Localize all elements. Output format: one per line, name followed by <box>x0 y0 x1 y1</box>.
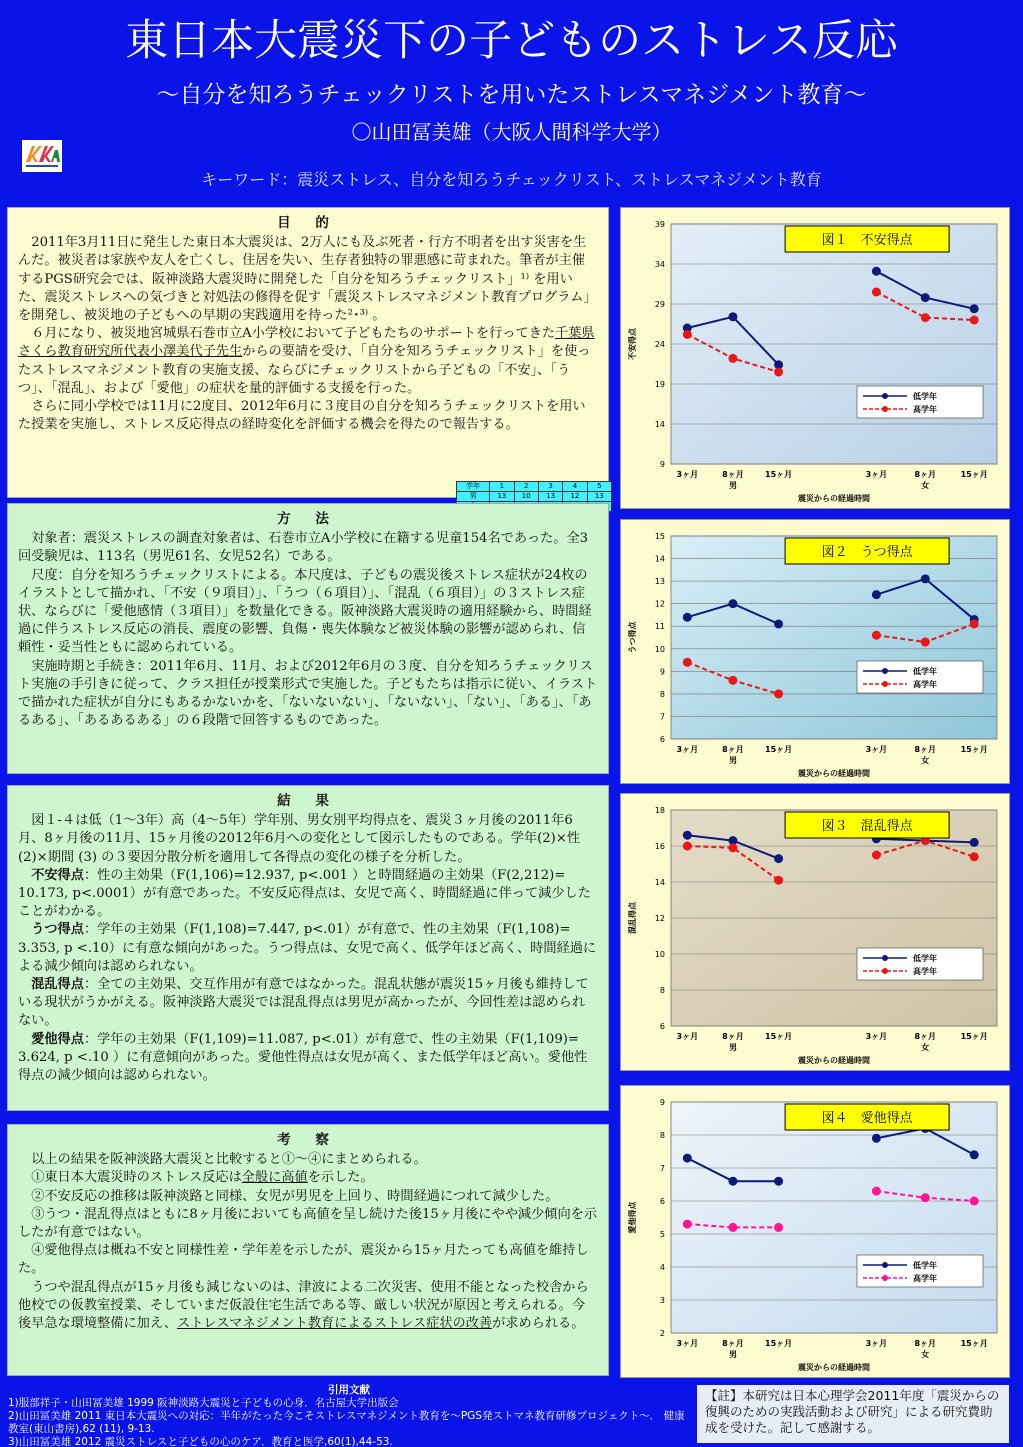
results-depression: うつ得点：学年の主効果（F(1,108)=7.447, p<.01）が有意で、性の主効果（F(1,108)= 3.353, p <.10）に有意な傾向があった。うつ得点は、女児で高く、低学年ほど高く、時間経過による減少傾向は認められない。 <box>18 922 597 974</box>
y-tick-label: 12 <box>654 599 665 609</box>
legend-marker <box>882 393 888 399</box>
purpose-section <box>7 207 609 498</box>
plot-area <box>671 1102 997 1333</box>
method-paragraph-1: 対象者：震災ストレスの調査対象者は、石巻市立A小学校に在籍する児童154名であった。全3回受験児は、113名（男児61名、女児52名）である。 <box>18 531 589 565</box>
x-tick-label: 15ヶ月 <box>960 1032 988 1041</box>
y-tick-label: 8 <box>659 986 665 995</box>
data-point <box>872 851 881 860</box>
legend-label: 高学年 <box>913 1274 937 1283</box>
x-tick-label: 8ヶ月 <box>722 470 744 479</box>
data-point <box>728 676 737 685</box>
data-point <box>921 313 930 322</box>
table-header-row: 学年 1 2 3 4 5 <box>457 482 612 492</box>
legend-marker <box>882 968 888 974</box>
poster-title: 東日本大震災下の子どものストレス反応 <box>125 16 898 66</box>
x-tick-label: 8ヶ月 <box>914 1032 937 1041</box>
y-tick-label: 11 <box>654 622 665 632</box>
data-point <box>728 312 737 321</box>
y-tick-label: 8 <box>659 689 665 699</box>
legend-label: 低学年 <box>913 1261 937 1270</box>
plot-area <box>671 536 997 739</box>
data-point <box>921 293 930 302</box>
method-paragraph-3: 実施時期と手続き：2011年6月、11月、および2012年6月の３度、自分を知ろうチェックリスト実施の手引きに従って、クラス担任が授業形式で実施した。子どもたちは指示に従い、イラストで描かれた症状が自分にもあるかないかを、「ないないない」、「ないない」、「ない」、「ある」、「あるある」、「あるあるある」の６段階で回答するものであった。 <box>18 658 598 729</box>
y-axis-label: 愛他得点 <box>628 1201 637 1234</box>
group-label: 男 <box>728 1043 737 1052</box>
legend-marker <box>882 1262 888 1268</box>
legend-label: 低学年 <box>913 667 937 676</box>
reference-item: 1)服部祥子・山田冨美雄 1999 阪神淡路大震災と子どもの心身．名古屋大学出版会 <box>8 1397 399 1409</box>
discussion-heading: 考 察 <box>277 1132 339 1148</box>
data-point <box>921 638 930 647</box>
y-tick-label: 7 <box>659 712 665 722</box>
chart-confusion-svg <box>621 794 1009 1070</box>
y-tick-label: 9 <box>659 460 665 469</box>
y-tick-label: 7 <box>659 1164 665 1173</box>
y-tick-label: 10 <box>654 644 665 654</box>
data-point <box>970 852 979 861</box>
y-tick-label: 4 <box>659 1263 665 1272</box>
x-tick-label: 8ヶ月 <box>722 745 744 754</box>
y-tick-label: 13 <box>654 577 665 587</box>
reference-item: 3)山田冨美雄 2012 震災ストレスと子どもの心のケア．教育と医学,60(1),44-53. <box>8 1436 393 1447</box>
x-tick-label: 15ヶ月 <box>960 470 988 479</box>
chart-title: 図１ 不安得点 <box>821 233 913 248</box>
y-tick-label: 24 <box>654 340 665 349</box>
purpose-heading: 目 的 <box>277 215 339 231</box>
chart-title: 図４ 愛他得点 <box>821 1111 913 1126</box>
chart-title: 図２ うつ得点 <box>821 545 913 560</box>
discussion-point-2: ②不安反応の推移は阪神淡路と同様、女児が男児を上回り、時間経過につれて減少した。 <box>31 1188 559 1204</box>
data-point <box>774 689 783 698</box>
x-tick-label: 15ヶ月 <box>960 1339 988 1348</box>
data-point <box>970 838 979 847</box>
discussion-intro: 以上の結果を阪神淡路大震災と比較すると①～④にまとめられる。 <box>31 1152 427 1168</box>
group-label: 女 <box>921 1350 930 1359</box>
data-point <box>872 267 881 276</box>
y-tick-label: 18 <box>654 806 665 815</box>
data-point <box>683 1154 692 1163</box>
x-tick-label: 8ヶ月 <box>722 1339 744 1348</box>
references-section <box>0 1384 690 1447</box>
discussion-point-1: ①東日本大震災時のストレス反応は全般に高値を示した。 <box>31 1170 374 1186</box>
legend-label: 低学年 <box>913 392 937 401</box>
y-tick-label: 39 <box>654 220 665 229</box>
legend-label: 高学年 <box>913 680 937 689</box>
legend-marker <box>882 681 888 687</box>
y-axis-label: 混乱得点 <box>628 902 637 934</box>
y-tick-label: 9 <box>659 667 665 677</box>
data-point <box>970 304 979 313</box>
data-point <box>970 619 979 628</box>
data-point <box>970 1197 979 1206</box>
y-tick-label: 14 <box>654 878 665 887</box>
poster-header <box>0 0 1023 200</box>
data-point <box>728 354 737 363</box>
x-axis-label: 震災からの経過時間 <box>798 769 870 778</box>
legend-marker <box>882 406 888 412</box>
y-tick-label: 6 <box>659 735 665 744</box>
data-point <box>683 831 692 840</box>
data-point <box>774 1223 783 1232</box>
x-tick-label: 3ヶ月 <box>676 470 699 479</box>
results-paragraph-1: 図１-４は低（1～3年）高（4～5年）学年別、男女別平均得点を、震災３ヶ月後の2011年6月、8ヶ月後の11月、15ヶ月後の2012年6月への変化として図示したものである。学年(2)×性(2)×期間 (3) の３要因分散分析を適用して各得点の変化の様子を分析した。 <box>18 813 581 865</box>
data-point <box>683 613 692 622</box>
legend-label: 高学年 <box>913 967 937 976</box>
data-point <box>683 1220 692 1229</box>
x-tick-label: 3ヶ月 <box>865 1339 888 1348</box>
y-tick-label: 6 <box>659 1197 665 1206</box>
funding-note: 【註】本研究は日本心理学会2011年度「震災からの復興のための実践活動および研究」による研究費助成を受けた。記して感謝する。 <box>697 1385 1009 1443</box>
chart-altruism <box>620 1085 1010 1378</box>
data-point <box>774 854 783 863</box>
organization-logo <box>22 140 62 172</box>
data-point <box>728 843 737 852</box>
poster-keywords: キーワード：震災ストレス、自分を知ろうチェックリスト、ストレスマネジメント教育 <box>201 170 822 189</box>
data-point <box>921 1193 930 1202</box>
x-axis-label: 震災からの経過時間 <box>798 1056 870 1065</box>
y-tick-label: 12 <box>654 914 665 923</box>
chart-anxiety <box>620 207 1010 509</box>
group-label: 男 <box>728 756 737 765</box>
data-point <box>774 368 783 377</box>
method-paragraph-2: 尺度：自分を知ろうチェックリストによる。本尺度は、子どもの震災後ストレス症状が24枚のイラストとして描かれ、「不安（９項目）」、「うつ（６項目）」、「混乱（６項目）」の３ストレス症状、ならびに「愛他感情（３項目）」を数量化できる。阪神淡路大震災時の適用経験から、時間経過に伴うストレス反応の消長、震度の影響、負傷・喪失体験など被災体験の影響が認められ、信頼性・妥当性ともに認められている。 <box>18 567 592 656</box>
x-tick-label: 8ヶ月 <box>914 470 937 479</box>
data-point <box>970 1150 979 1159</box>
results-altruism: 愛他得点：学年の主効果（F(1,109)=11.087, p<.01）が有意で、性の主効果（F(1,109)= 3.624, p <.10 ）に有意傾向があった。愛他性得点は女児が高く、また低学年ほど高い。愛他性得点の減少傾向は認められない。 <box>18 1031 588 1084</box>
chart-depression-svg <box>621 520 1009 783</box>
group-label: 女 <box>921 756 930 765</box>
data-point <box>728 599 737 608</box>
y-tick-label: 34 <box>654 260 665 269</box>
y-tick-label: 3 <box>659 1296 665 1305</box>
data-point <box>872 631 881 640</box>
x-tick-label: 3ヶ月 <box>865 470 888 479</box>
y-tick-label: 15 <box>654 532 665 541</box>
data-point <box>921 574 930 583</box>
x-tick-label: 15ヶ月 <box>960 745 988 754</box>
x-tick-label: 15ヶ月 <box>765 470 793 479</box>
y-axis-label: 不安得点 <box>628 328 637 360</box>
x-tick-label: 8ヶ月 <box>722 1032 744 1041</box>
chart-title: 図３ 混乱得点 <box>821 819 913 834</box>
y-tick-label: 10 <box>654 950 665 959</box>
chart-altruism-svg <box>621 1086 1009 1377</box>
data-point <box>728 1223 737 1232</box>
purpose-paragraph-3: さらに同小学校では11月に2度目、2012年6月に３度目の自分を知ろうチェックリストを用いた授業を実施し、ストレス反応得点の経時変化を評価する機会を得たので報告する。 <box>18 399 586 433</box>
group-label: 女 <box>921 481 930 490</box>
data-point <box>872 1134 881 1143</box>
x-tick-label: 15ヶ月 <box>765 745 793 754</box>
discussion-point-4: ④愛他得点は概ね不安と同様性差・学年差を示したが、震災から15ヶ月たっても高値を維持した。 <box>18 1243 589 1277</box>
y-tick-label: 6 <box>659 1022 665 1031</box>
y-tick-label: 2 <box>659 1329 665 1338</box>
legend-marker <box>882 955 888 961</box>
x-tick-label: 8ヶ月 <box>914 745 937 754</box>
data-point <box>683 658 692 667</box>
x-tick-label: 3ヶ月 <box>865 745 888 754</box>
x-tick-label: 3ヶ月 <box>865 1032 888 1041</box>
y-tick-label: 9 <box>659 1098 665 1107</box>
results-heading: 結 果 <box>277 793 339 809</box>
purpose-paragraph-1: 2011年3月11日に発生した東日本大震災は、2万人にも及ぶ死者・行方不明者を出す災害を生んだ。被災者は家族や友人を亡くし、住居を失い、生存者独特の罪悪感に苛まれた。筆者が主催するPGS研究会では、阪神淡路大震災時に開発した「自分を知ろうチェックリスト」¹⁾ を用いた、震災ストレスへの気づきと対処法の修得を促す「震災ストレスマネジメント教育プログラム」を開発し、被災地の子どもへの早期の実践適用を待った²･³⁾ 。 <box>18 235 597 324</box>
data-point <box>774 619 783 628</box>
data-point <box>774 876 783 885</box>
chart-depression <box>620 519 1010 784</box>
y-tick-label: 19 <box>654 380 665 389</box>
reference-item: 2)山田冨美雄 2011 東日本大震災への対応：半年がたった今こそストレスマネジメント教育を～PGS発ストマネ教育研修プロジェクト～． 健康教室(東山書房),62 (11), 9-13. <box>8 1410 685 1435</box>
data-point <box>872 1187 881 1196</box>
data-point <box>728 1177 737 1186</box>
legend-marker <box>882 1275 888 1281</box>
discussion-section <box>7 1124 609 1376</box>
table-row: 男 13 10 13 12 13 <box>457 492 612 502</box>
chart-confusion <box>620 793 1010 1071</box>
x-tick-label: 8ヶ月 <box>914 1339 937 1348</box>
y-tick-label: 5 <box>659 1230 665 1239</box>
data-point <box>683 842 692 851</box>
discussion-conclusion: うつや混乱得点が15ヶ月後も減じないのは、津波による二次災害、使用不能となった校舎から他校での仮教室授業、そしていまだ仮設住宅生活である等、厳しい状況が原因と考えられる。今後早急な環境整備に加え、ストレスマネジメント教育によるストレス症状の改善が求められる。 <box>18 1279 589 1332</box>
purpose-paragraph-2: ６月になり、被災地宮城県石巻市立A小学校において子どもたちのサポートを行ってきた千葉県さくら教育研究所代表小澤美代子先生からの要請を受け、「自分を知ろうチェックリスト」を使ったストレスマネジメント教育の実施支援、ならびにチェックリストから子どもの「不安」、「うつ」、「混乱」、および「愛他」の症状を量的評価する支援を行った。 <box>18 326 595 396</box>
legend-label: 高学年 <box>913 405 937 414</box>
y-tick-label: 14 <box>654 554 665 564</box>
data-point <box>872 590 881 599</box>
x-tick-label: 3ヶ月 <box>676 1339 699 1348</box>
group-label: 女 <box>921 1043 930 1052</box>
method-heading: 方 法 <box>277 511 339 527</box>
references-heading: 引用文献 <box>328 1384 370 1396</box>
y-tick-label: 14 <box>654 420 665 429</box>
data-point <box>683 330 692 339</box>
y-tick-label: 29 <box>654 300 665 309</box>
legend-label: 低学年 <box>913 954 937 963</box>
legend-marker <box>882 668 888 674</box>
poster-author: 〇山田冨美雄（大阪人間科学大学） <box>351 120 672 144</box>
x-tick-label: 3ヶ月 <box>676 1032 699 1041</box>
method-section <box>7 503 609 774</box>
poster-subtitle: ～自分を知ろうチェックリストを用いたストレスマネジメント教育～ <box>156 82 867 108</box>
data-point <box>872 288 881 297</box>
group-label: 男 <box>728 1350 737 1359</box>
x-axis-label: 震災からの経過時間 <box>798 1363 870 1372</box>
data-point <box>774 1177 783 1186</box>
x-tick-label: 15ヶ月 <box>765 1032 793 1041</box>
y-axis-label: うつ得点 <box>628 621 637 654</box>
data-point <box>970 316 979 325</box>
discussion-point-3: ③うつ・混乱得点はともに8ヶ月後においても高値を呈し続けた後15ヶ月後にやや減少傾向を示したが有意ではない。 <box>18 1206 598 1241</box>
x-axis-label: 震災からの経過時間 <box>798 494 870 503</box>
results-anxiety: 不安得点：性の主効果（F(1,106)=12.937, p<.001 ）と時間経過の主効果（F(2,212)= 10.173, p<.0001）が有意であった。不安反応得点は、女児で高く、時間経過に伴って減少したことがわかる。 <box>18 867 591 920</box>
y-tick-label: 8 <box>659 1131 665 1140</box>
y-tick-label: 16 <box>654 842 665 851</box>
chart-anxiety-svg <box>621 208 1009 508</box>
results-section <box>7 785 609 1111</box>
group-label: 男 <box>728 481 737 490</box>
x-tick-label: 15ヶ月 <box>765 1339 793 1348</box>
results-confusion: 混乱得点：全ての主効果、交互作用が有意ではなかった。混乱状態が震災15ヶ月後も維持している現状がうかがえる。阪神淡路大震災では混乱得点は男児が高かったが、今回性差は認められない。 <box>18 977 589 1029</box>
x-tick-label: 3ヶ月 <box>676 745 699 754</box>
